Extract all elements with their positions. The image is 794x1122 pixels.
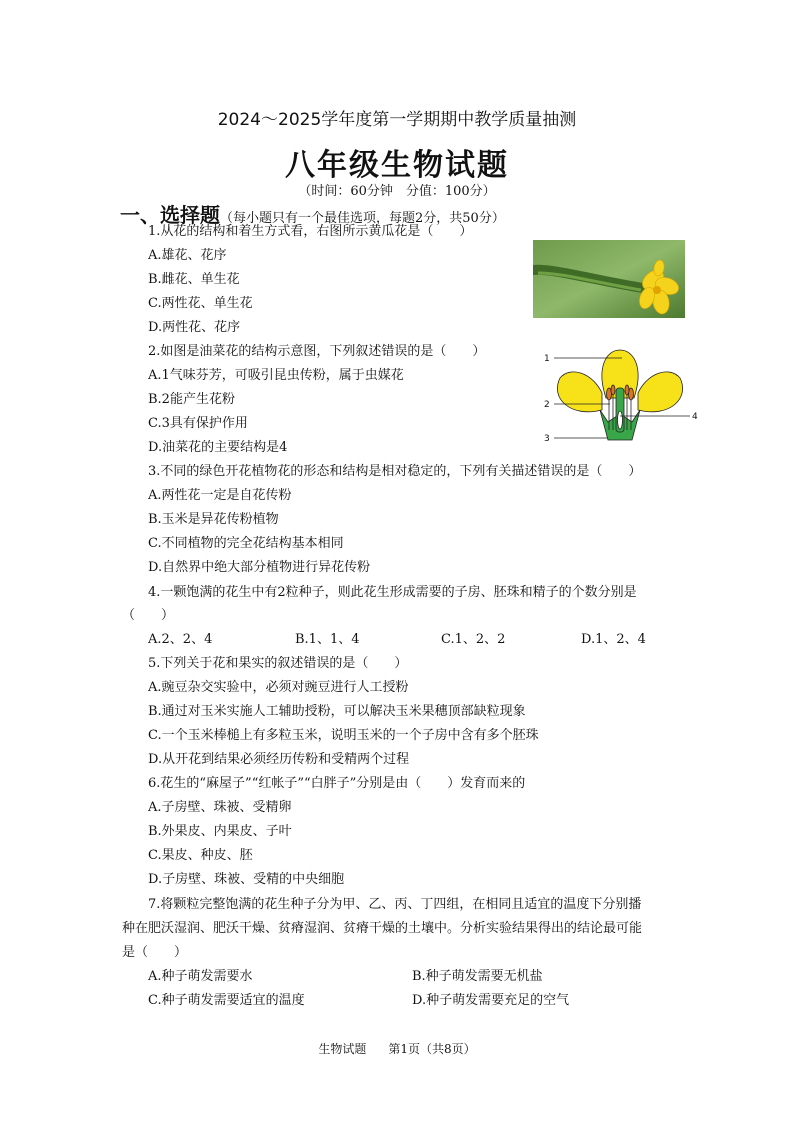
q2-option-d: D.油菜花的主要结构是4 [148, 440, 288, 455]
diagram-label-3: 3 [544, 434, 550, 444]
cucumber-flower-photo [533, 240, 685, 318]
q3-option-a: A.两性花一定是自花传粉 [148, 488, 292, 503]
q5-option-a: A.豌豆杂交实验中，必须对豌豆进行人工授粉 [148, 680, 409, 695]
diagram-label-1: 1 [544, 354, 550, 364]
q1-stem: 1.从花的结构和着生方式看，右图所示黄瓜花是（ ） [148, 224, 473, 239]
q6-option-d: D.子房壁、珠被、受精的中央细胞 [148, 872, 345, 887]
q7-option-d: D.种子萌发需要充足的空气 [412, 993, 570, 1008]
footer-page: 第1页（共8页） [388, 1042, 476, 1056]
q5-option-d: D.从开花到结果必须经历传粉和受精两个过程 [148, 752, 410, 767]
q1-option-c: C.两性花、单生花 [148, 296, 253, 311]
q2-option-a: A.1气味芬芳，可吸引昆虫传粉，属于虫媒花 [148, 368, 404, 383]
footer-subject: 生物试题 [318, 1042, 367, 1056]
q6-option-c: C.果皮、种皮、胚 [148, 848, 253, 863]
q1-option-d: D.两性花、花序 [148, 320, 241, 335]
q3-option-b: B.玉米是异花传粉植物 [148, 512, 279, 527]
section-title: 一、选择题 [120, 203, 220, 227]
diagram-label-4: 4 [692, 412, 698, 422]
q7-stem-cont2: 是（ ） [122, 945, 188, 960]
q5-option-b: B.通过对玉米实施人工辅助授粉，可以解决玉米果穗顶部缺粒现象 [148, 704, 526, 719]
exam-header: 2024～2025学年度第一学期期中教学质量抽测 [217, 110, 577, 130]
q4-option-b: B.1、1、4 [295, 632, 360, 647]
q2-stem: 2.如图是油菜花的结构示意图，下列叙述错误的是（ ） [148, 344, 486, 359]
diagram-label-2: 2 [544, 400, 550, 410]
q2-option-c: C.3具有保护作用 [148, 416, 248, 431]
q5-option-c: C.一个玉米棒槌上有多粒玉米，说明玉米的一个子房中含有多个胚珠 [148, 728, 539, 743]
q4-option-c: C.1、2、2 [441, 632, 506, 647]
q3-stem: 3.不同的绿色开花植物花的形态和结构是相对稳定的，下列有关描述错误的是（ ） [148, 464, 642, 479]
q7-option-b: B.种子萌发需要无机盐 [412, 969, 543, 984]
q6-stem: 6.花生的“麻屋子”“红帐子”“白胖子”分别是由（ ）发育而来的 [148, 776, 526, 791]
q7-stem: 7.将颗粒完整饱满的花生种子分为甲、乙、丙、丁四组，在相同且适宜的温度下分别播 [148, 897, 642, 912]
q6-option-a: A.子房壁、珠被、受精卵 [148, 800, 292, 815]
q4-stem: 4.一颗饱满的花生中有2粒种子，则此花生形成需要的子房、胚珠和精子的个数分别是 [148, 585, 637, 600]
q7-option-a: A.种子萌发需要水 [148, 969, 253, 984]
exam-subtitle: （时间：60分钟 分值：100分） [298, 184, 496, 199]
q4-stem-cont: （ ） [122, 608, 175, 623]
page-footer [0, 1040, 794, 1057]
q7-stem-cont: 种在肥沃湿润、肥沃干燥、贫瘠湿润、贫瘠干燥的土壤中。分析实验结果得出的结论最可能 [122, 921, 643, 936]
q1-option-b: B.雌花、单生花 [148, 272, 240, 287]
exam-title: 八年级生物试题 [285, 148, 509, 183]
section-note: （每小题只有一个最佳选项，每题2分，共50分） [220, 211, 505, 226]
q2-option-b: B.2能产生花粉 [148, 392, 235, 407]
q6-option-b: B.外果皮、内果皮、子叶 [148, 824, 292, 839]
q4-option-a: A.2、2、4 [148, 632, 213, 647]
rapeseed-flower-diagram [540, 348, 700, 446]
q3-option-d: D.自然界中绝大部分植物进行异花传粉 [148, 560, 371, 575]
q4-option-d: D.1、2、4 [581, 632, 646, 647]
q7-option-c: C.种子萌发需要适宜的温度 [148, 993, 305, 1008]
q5-stem: 5.下列关于花和果实的叙述错误的是（ ） [148, 656, 408, 671]
q3-option-c: C.不同植物的完全花结构基本相同 [148, 536, 344, 551]
q1-option-a: A.雄花、花序 [148, 248, 227, 263]
